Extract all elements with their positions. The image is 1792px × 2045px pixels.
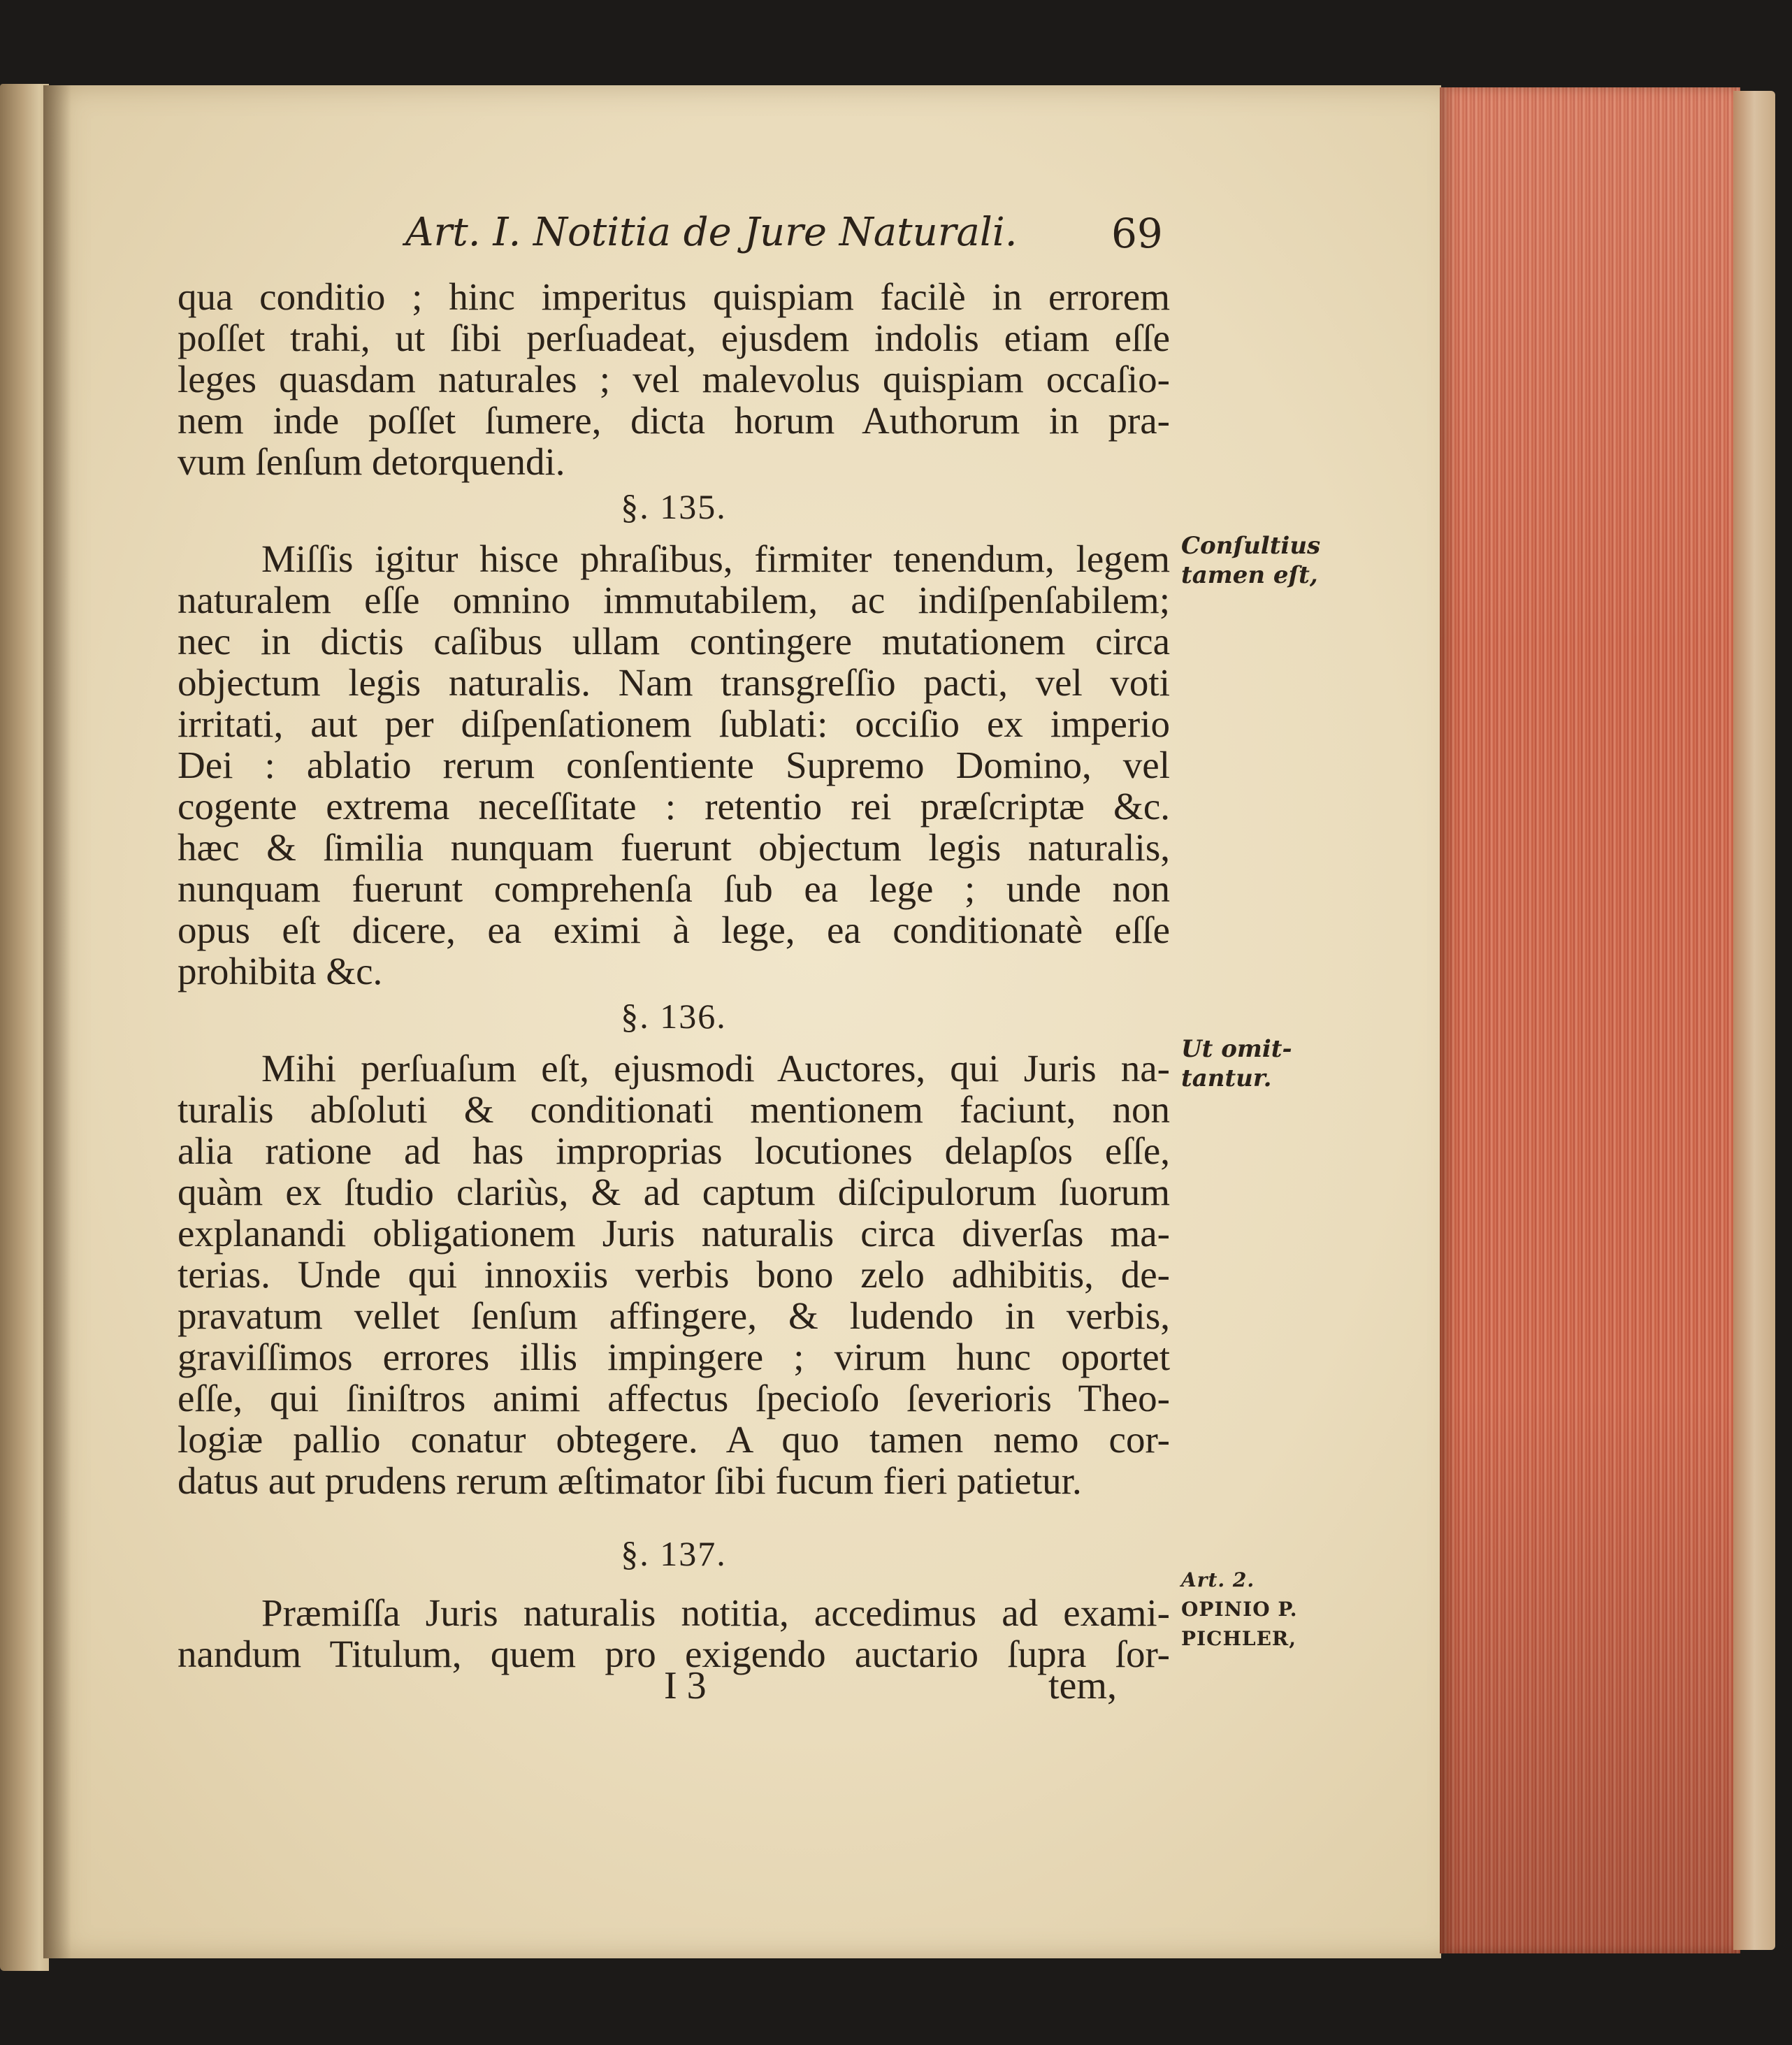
- text-line: irritati, aut per diſpenſationem ſublati: occiſio ex imperio: [178, 702, 1170, 745]
- left-page-edge: [0, 84, 49, 1971]
- text-line: eſſe, qui ſiniſtros animi affectus ſpecioſo ſeverioris Theo-: [178, 1377, 1170, 1419]
- marginal-note-136: [1181, 1034, 1321, 1093]
- text-line: Miſſis igitur hisce phraſibus, firmiter tenendum, legem: [261, 537, 1170, 580]
- marginal-note-135: [1181, 531, 1321, 590]
- page-gutter-shadow: [43, 85, 71, 1958]
- text-line: nem inde poſſet ſumere, dicta horum Authorum in pra-: [178, 399, 1170, 442]
- text-line: vum ſenſum detorquendi.: [178, 440, 565, 483]
- text-line: alia ratione ad has improprias locutiones delapſos eſſe,: [178, 1129, 1170, 1172]
- text-line: qua conditio ; hinc imperitus quispiam facilè in errorem: [178, 275, 1170, 318]
- text-line: turalis abſoluti & conditionati mentionem faciunt, non: [178, 1088, 1170, 1131]
- section-heading-135: §. 135.: [621, 487, 727, 526]
- text-line: logiæ pallio conatur obtegere. A quo tamen nemo cor-: [178, 1418, 1170, 1461]
- marginal-note-137: [1181, 1566, 1321, 1654]
- text-line: explanandi obligationem Juris naturalis circa diverſas ma-: [178, 1212, 1170, 1255]
- main-text-block: [178, 276, 1170, 1675]
- text-line: naturalem eſſe omnino immutabilem, ac indiſpenſabilem;: [178, 579, 1170, 621]
- section-heading-137: §. 137.: [621, 1534, 727, 1573]
- signature-mark: I 3: [664, 1664, 707, 1707]
- marginal-line: tantur.: [1181, 1064, 1272, 1092]
- marginal-line: PICHLER,: [1181, 1627, 1296, 1650]
- text-line: hæc & ſimilia nunquam fuerunt objectum legis naturalis,: [178, 826, 1170, 869]
- text-line: datus aut prudens rerum æſtimator ſibi fucum fieri patietur.: [178, 1459, 1082, 1502]
- text-line: poſſet trahi, ut ſibi perſuadeat, ejusdem indolis etiam eſſe: [178, 317, 1170, 359]
- text-line: cogente extrema neceſſitate : retentio rei præſcriptæ &c.: [178, 785, 1170, 828]
- text-line: nunquam fuerunt comprehenſa ſub ea lege ; unde non: [178, 867, 1170, 910]
- text-line: graviſſimos errores illis impingere ; virum hunc oportet: [178, 1336, 1170, 1378]
- marginal-line: OPINIO P.: [1181, 1598, 1298, 1621]
- text-line: prohibita &c.: [178, 950, 383, 992]
- book-cover-edge: [1733, 91, 1775, 1950]
- text-line: terias. Unde qui innoxiis verbis bono zelo adhibitis, de-: [178, 1253, 1170, 1296]
- marginal-line: tamen eſt,: [1181, 561, 1318, 589]
- text-line: nandum Titulum, quem pro exigendo auctario ſupra ſor-: [178, 1633, 1170, 1675]
- text-line: opus eſt dicere, ea eximi à lege, ea conditionatè eſſe: [178, 909, 1170, 951]
- running-head-title: Art. I. Notitia de Jure Naturali.: [405, 210, 1018, 255]
- marginal-line: Ut omit-: [1181, 1035, 1292, 1063]
- section-heading-136: §. 136.: [621, 997, 727, 1036]
- text-line: pravatum vellet ſenſum affingere, & ludendo in verbis,: [178, 1294, 1170, 1337]
- text-line: Dei : ablatio rerum conſentiente Supremo Domino, vel: [178, 744, 1170, 786]
- page-number: 69: [1111, 210, 1163, 257]
- text-line: Mihi perſuaſum eſt, ejusmodi Auctores, qui Juris na-: [261, 1047, 1170, 1090]
- text-line: quàm ex ſtudio clariùs, & ad captum diſcipulorum ſuorum: [178, 1171, 1170, 1213]
- text-line: Præmiſſa Juris naturalis notitia, accedimus ad exami-: [261, 1591, 1170, 1634]
- text-line: leges quasdam naturales ; vel malevolus quispiam occaſio-: [178, 358, 1170, 400]
- marginal-line: Conſultius: [1181, 532, 1321, 560]
- page-block-edges: [1440, 87, 1740, 1953]
- text-line: nec in dictis caſibus ullam contingere mutationem circa: [178, 620, 1170, 663]
- marginal-line: Art. 2.: [1181, 1568, 1255, 1591]
- catchword: tem,: [1048, 1664, 1117, 1707]
- text-line: objectum legis naturalis. Nam transgreſſio pacti, vel voti: [178, 661, 1170, 704]
